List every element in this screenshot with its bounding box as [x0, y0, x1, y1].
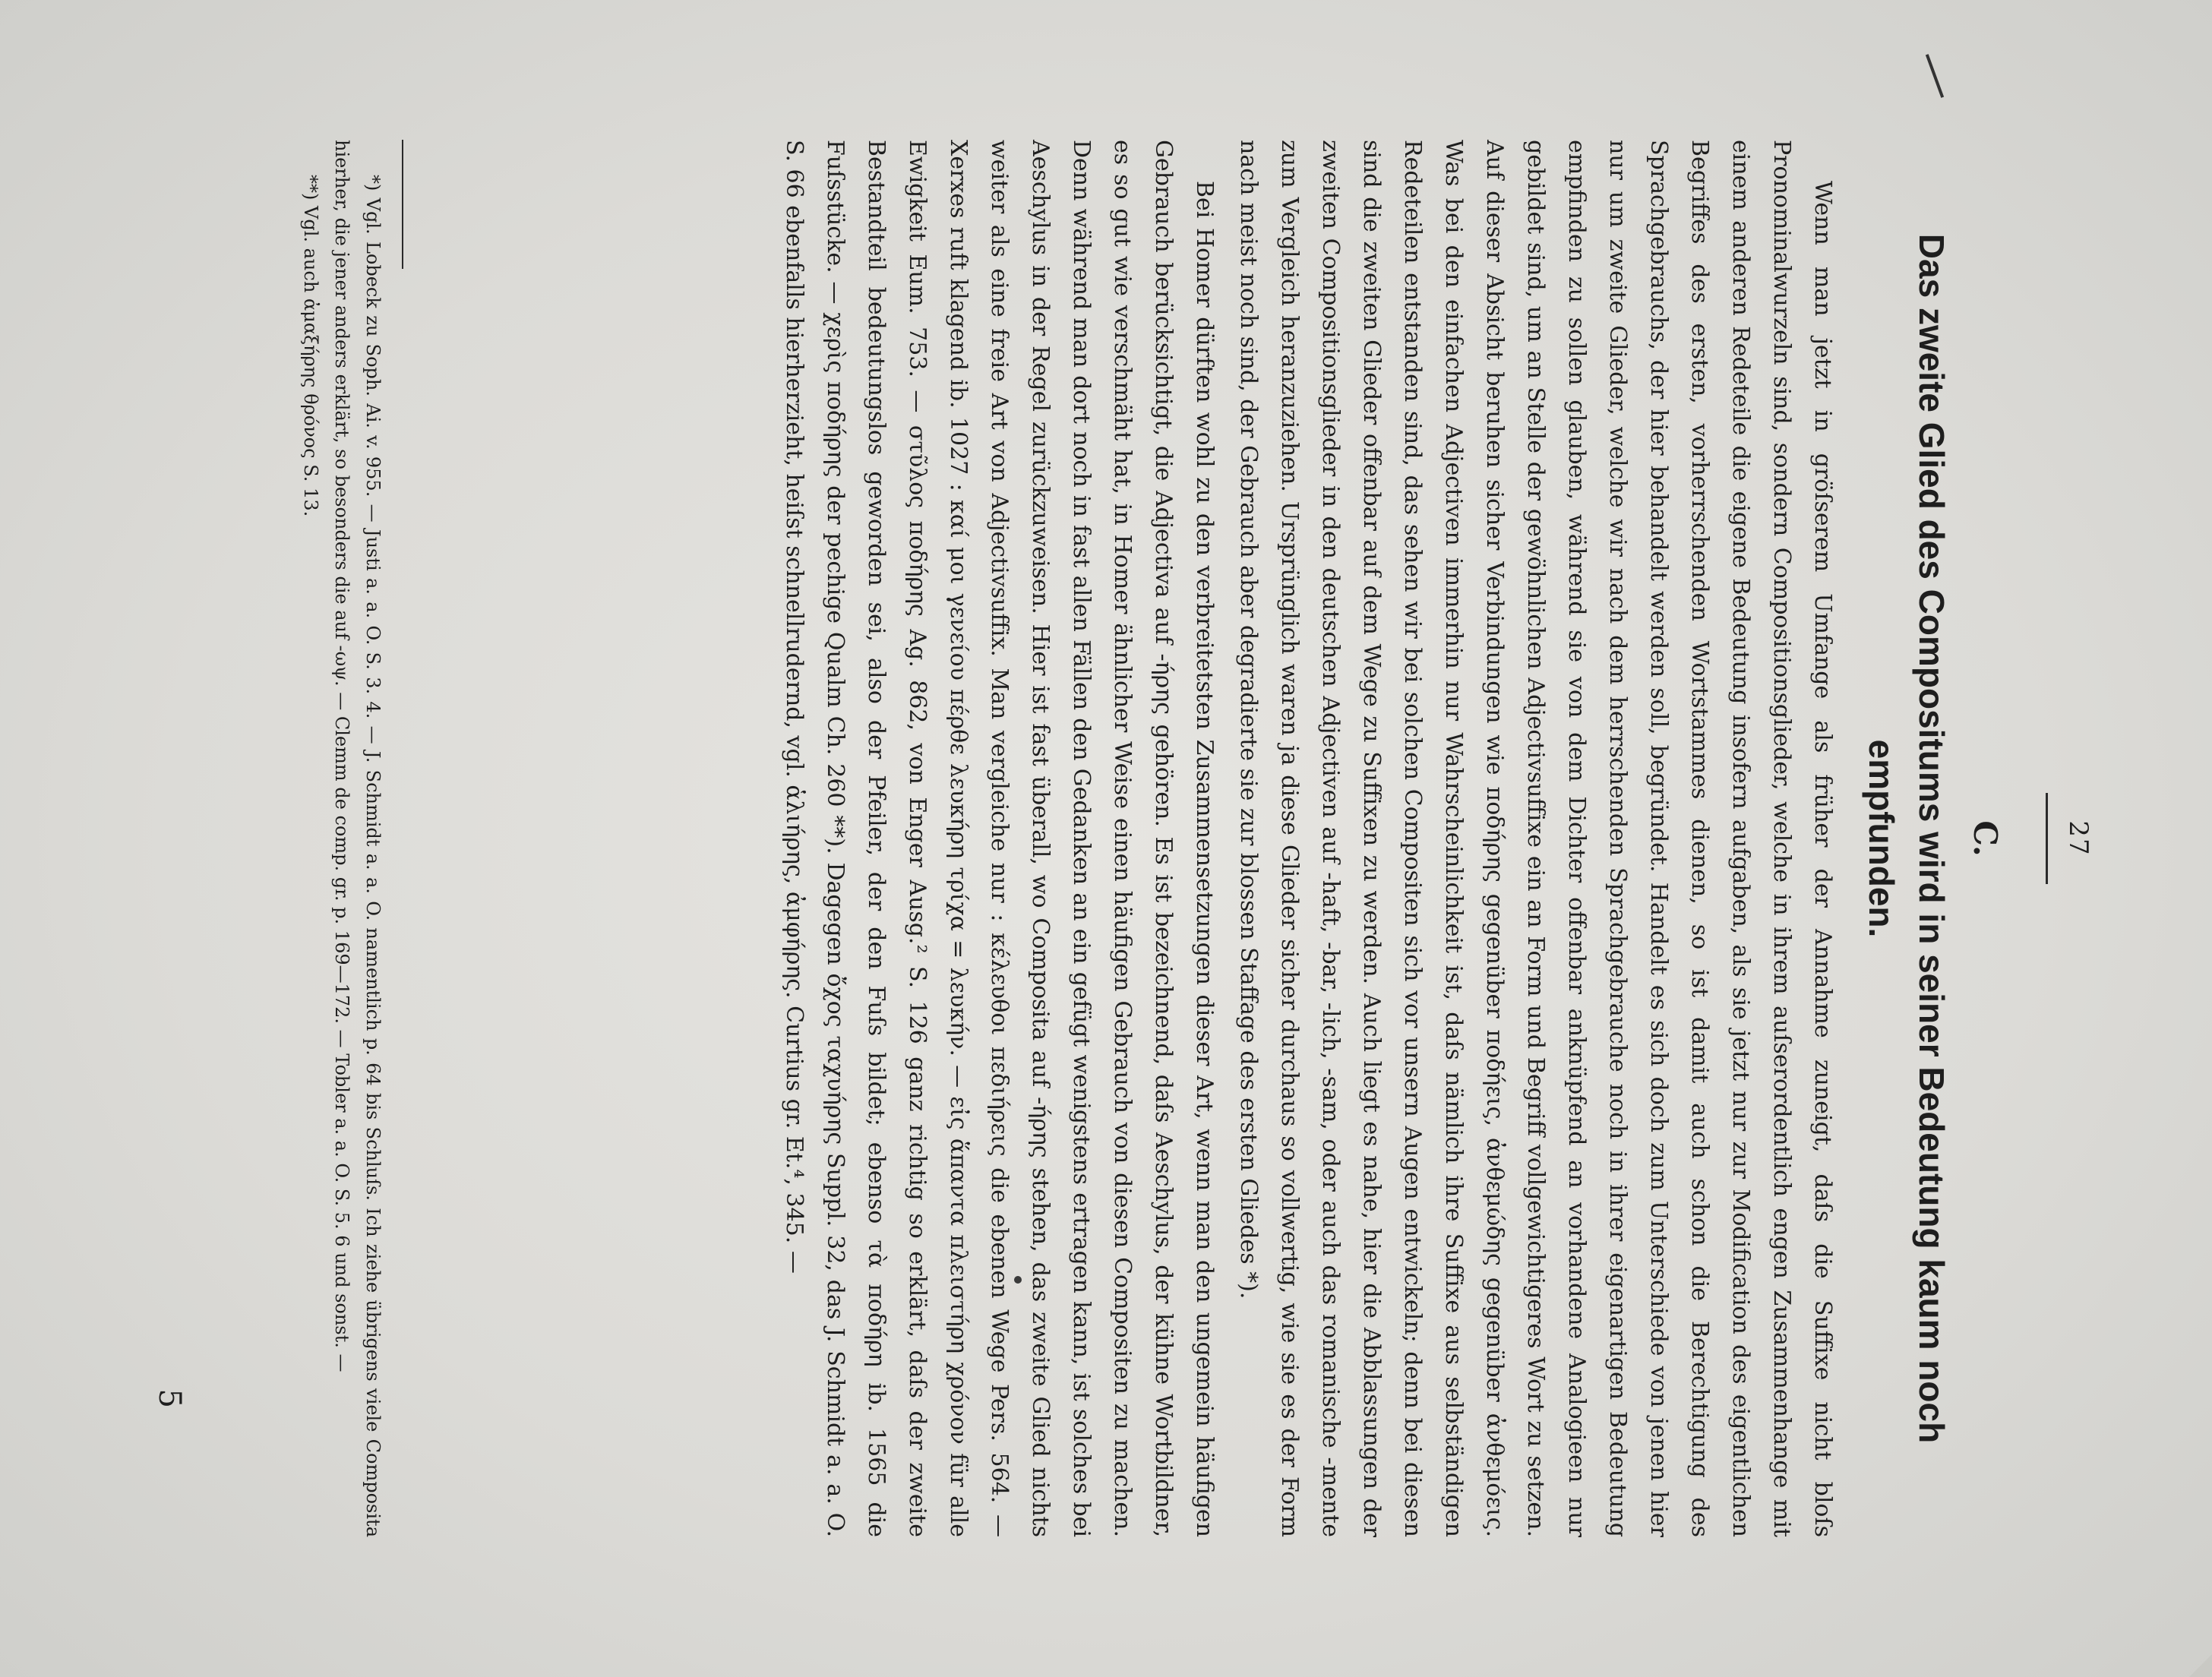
footnote-2: **) Vgl. auch ἀμαξήρης θρόνος S. 13.	[300, 175, 321, 517]
section-letter: C.	[1967, 820, 2004, 857]
page-corner-shadow	[2189, 1654, 2212, 1677]
paragraph-2: Bei Homer dürften wohl zu den verbreitetsten Zusammensetzungen dieser Art, wenn man den ungemein häufigen Gebrauch berücksichtigt, die Adjectiva auf -ήρης gehören. Es ist bezeichnend, daſs Aeschylus, der kühne Wortbildner, es so gut wie verschmäht hat, in Homer ähnlicher Weise einen häufigen Gebrauch von diesen Compositen zu machen. Denn während man dort noch in fast allen Fällen den Gedanken an ein gefügt wenigstens ertragen kann, ist solches bei Aeschylus in der Regel zurückzuweisen. Hier ist fast überall, wo Composita auf -ήρης stehen, das zweite Glied nichts weiter als eine freie Art von Adjectivsuffix. Man vergleiche nur : κέλευθοι πεδιήρεις die ebenen Wege Pers. 564. — Xerxes ruft klagend ib. 1027 : καί μοι γενείου πέρθε λευκήρη τρίχα = λευκήν. — εἰς ἅπαντα πλειστήρη χρόνον für alle Ewigkeit Eum. 753. — στῦλος ποδήρης Ag. 862, von Enger Ausg.² S. 126 ganz richtig so erklärt, daſs der zweite Bestandteil bedeutungslos geworden sei, also der Pfeiler, der den Fuſs bildet; ebenso τὰ ποδήρη ib. 1565 die Fuſsstücke. — χερὶς ποδήρης der pechige Qualm Ch. 260 **). Dagegen ὄχος ταχυήρης Suppl. 32, das J. Schmidt a. a. O. S. 66 ebenfalls hierherzieht, heiſst schnellrudernd, vgl. ἁλιήρης, ἀμφήρης. Curtius gr. Et.⁴, 345. —	[781, 140, 1218, 1537]
footnote-rule	[402, 140, 403, 269]
header-rule	[2046, 793, 2048, 884]
footnote-1: *) Vgl. Lobeck zu Soph. Ai. v. 955. — Justi a. a. O. S. 3. 4. — J. Schmidt a. a. O. namentlich p. 64 bis Schluſs. Ich ziehe übrigens viele Composita hierher, die jener anders erklärt, so besonders die auf -ωψ. — Clemm de comp. gr. p. 169—172. — Tobler a. a. O. S. 5. 6 und sonst. —	[331, 140, 384, 1537]
signature-mark: 5	[152, 1388, 187, 1408]
rotated-printed-page	[73, 79, 2139, 1598]
body-text	[770, 140, 1843, 1537]
page-number: 27	[2063, 820, 2094, 857]
footnotes	[295, 140, 388, 1537]
section-title: Das zweite Glied des Compositums wird in seiner Bedeutung kaum noch empfunden.	[1862, 233, 1951, 1444]
paragraph-1: Wenn man jetzt in gröſserem Umfange als früher der Annahme zuneigt, daſs die Suffixe nicht bloſs Pronominalwurzeln sind, sondern Compositionsglieder, welche in ihrem auſserordentlich engen Zusammenhange mit einem anderen Redeteile die eigene Bedeutung insofern aufgaben, als sie jetzt nur zur Modification des eigentlichen Begriffes des ersten, vorherrschenden Wortstammes dienen, so ist damit auch schon die Berechtigung des Sprachgebrauchs, der hier behandelt werden soll, begründet. Handelt es sich doch zum Unterschiede von jenen hier nur um zweite Glieder, welche wir nach dem herrschenden Sprachgebrauche noch in ihrer eigenartigen Bedeutung empfinden zu sollen glauben, während sie von dem Dichter offenbar anknüpfend an vorhandene Analogieen nur gebildet sind, um an Stelle der gewöhnlichen Adjectivsuffixe ein an Form und Begriff vollgewichtigeres Wort zu setzen. Auf dieser Absicht beruhen sicher Verbindungen wie ποδήρης gegenüber ποδήεις, ἀνθεμώδης gegenüber ἀνθεμόεις. Was bei den einfachen Adjectiven immerhin nur Wahrscheinlichkeit ist, daſs nämlich ihre Suffixe aus selbständigen Redeteilen entstanden sind, das sehen wir bei solchen Compositen sich vor unsern Augen entwickeln; denn bei diesen sind die zweiten Glieder offenbar auf dem Wege zu Suffixen zu werden. Auch liegt es nahe, hier die Abblassungen der zweiten Compositionsglieder in den deutschen Adjectiven auf -haft, -bar, -lich, -sam, oder auch das romanische -mente zum Vergleich heranzuziehen. Ursprünglich waren ja diese Glieder sicher durchaus so vollwertig, wie sie es der Form nach meist noch sind, der Gebrauch aber degradierte sie zur blossen Staffage des ersten Gliedes *).	[1235, 140, 1836, 1537]
